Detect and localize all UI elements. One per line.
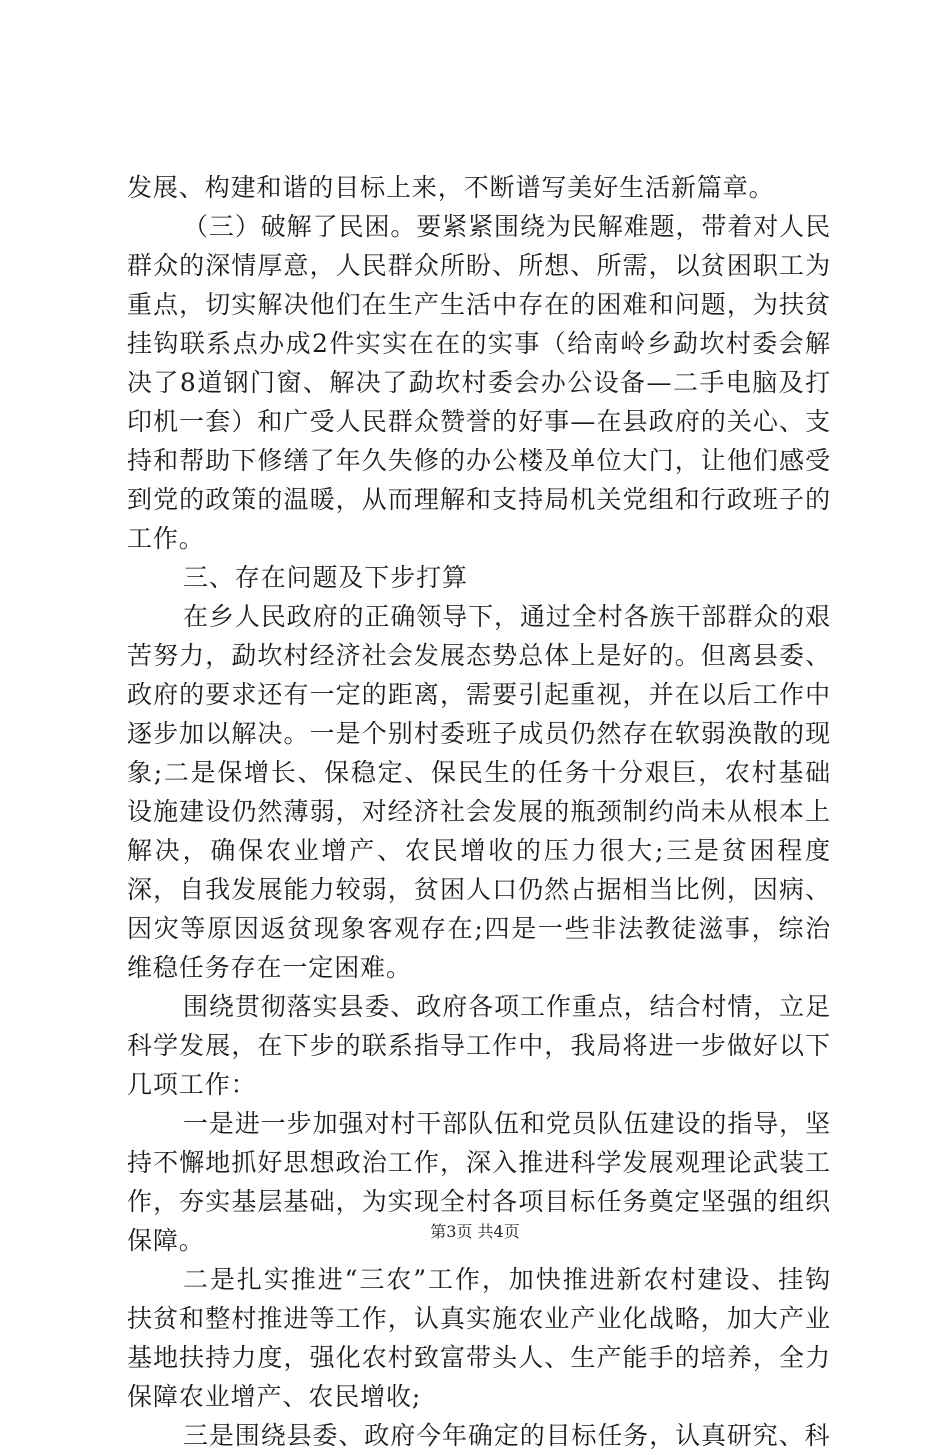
section-heading-problems-plans: 三、存在问题及下步打算	[183, 563, 468, 592]
paragraph-continuation: 发展、构建和谐的目标上来，不断谱写美好生活新篇章。	[127, 173, 775, 202]
document-body	[127, 168, 831, 1455]
paragraph-task-one: 一是进一步加强对村干部队伍和党员队伍建设的指导，坚持不懈地抓好思想政治工作，深入推进科学发展观理论武装工作，夯实基层基础，为实现全村各项目标任务奠定坚强的组织保障。	[127, 1109, 831, 1255]
paragraph-task-three: 三是围绕县委、政府今年确定的目标任务，认真研究、科	[183, 1421, 831, 1450]
paragraph-task-two: 二是扎实推进“三农”工作，加快推进新农村建设、挂钩扶贫和整村推进等工作，认真实施农业产业化战略，加大产业基地扶持力度，强化农村致富带头人、生产能手的培养，全力保障农业增产、农民增收;	[127, 1265, 831, 1411]
paragraph-solve-hardships: （三）破解了民困。要紧紧围绕为民解难题，带着对人民群众的深情厚意，人民群众所盼、所想、所需，以贫困职工为重点，切实解决他们在生产生活中存在的困难和问题，为扶贫挂钩联系点办成2件实实在在的实事（给南岭乡勐坎村委会解决了8道钢门窗、解决了勐坎村委会办公设备—二手电脑及打印机一套）和广受人民群众赞誉的好事—在县政府的关心、支持和帮助下修缮了年久失修的办公楼及单位大门，让他们感受到党的政策的温暖，从而理解和支持局机关党组和行政班子的工作。	[127, 212, 831, 553]
paragraph-next-steps-intro: 围绕贯彻落实县委、政府各项工作重点，结合村情，立足科学发展，在下步的联系指导工作中，我局将进一步做好以下几项工作：	[127, 992, 831, 1099]
paragraph-problems: 在乡人民政府的正确领导下，通过全村各族干部群众的艰苦努力，勐坎村经济社会发展态势总体上是好的。但离县委、政府的要求还有一定的距离，需要引起重视，并在以后工作中逐步加以解决。一是个别村委班子成员仍然存在软弱涣散的现象;二是保增长、保稳定、保民生的任务十分艰巨，农村基础设施建设仍然薄弱，对经济社会发展的瓶颈制约尚未从根本上解决，确保农业增产、农民增收的压力很大;三是贫困程度深，自我发展能力较弱，贫困人口仍然占据相当比例，因病、因灾等原因返贫现象客观存在;四是一些非法教徒滋事，综治维稳任务存在一定困难。	[127, 602, 831, 982]
page-number-footer: 第3页 共4页	[430, 1222, 520, 1241]
